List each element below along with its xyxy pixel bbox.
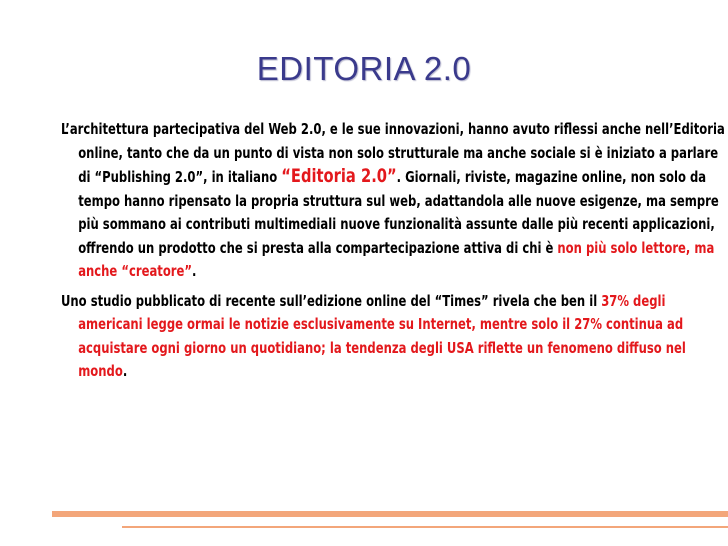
paragraph-times-text-1: Uno studio pubblicato di recente sull’edizione online del “Times” rivela che ben il xyxy=(61,291,602,310)
highlight-lettore-creatore: non più solo lettore, ma anche “creatore” xyxy=(78,238,715,280)
paragraph-times-study xyxy=(61,290,728,384)
paragraph-editoria xyxy=(61,118,728,284)
highlight-statistics: 37% degli americani legge ormai le notizie esclusivamente su Internet, mentre solo il 27% continua ad acquistare ogni giorno un quotidiano; la tendenza degli USA riflette un fenomeno diffuso nel mondo xyxy=(78,291,686,380)
paragraph-editoria-text-3: . xyxy=(192,262,197,280)
decorative-line-thin xyxy=(122,526,728,528)
paragraph-editoria-text-2: . Giornali, riviste, magazine online, non solo da tempo hanno ripensato la propria struttura sul web, adattandola alle nuove esigenze, ma sempre più sommano ai contributi multimediali nuove funzionalità assunte dalle più recenti applicazioni, offrendo un prodotto che si presta alla compartecipazione attiva di chi è xyxy=(78,168,719,257)
decorative-line-thick xyxy=(52,511,728,517)
paragraph-editoria-text-1: L’architettura partecipativa del Web 2.0, e le sue innovazioni, hanno avuto riflessi anche nell’Editoria online, tanto che da un punto di vista non solo strutturale ma anche sociale si è iniziato a parlare di “Publishing 2.0”, in italiano xyxy=(61,120,725,186)
slide-title: EDITORIA 2.0 xyxy=(256,50,472,87)
slide-body xyxy=(61,118,725,390)
paragraph-times-text-2: . xyxy=(122,362,128,380)
highlight-editoria-2-0: “Editoria 2.0” xyxy=(281,165,397,187)
